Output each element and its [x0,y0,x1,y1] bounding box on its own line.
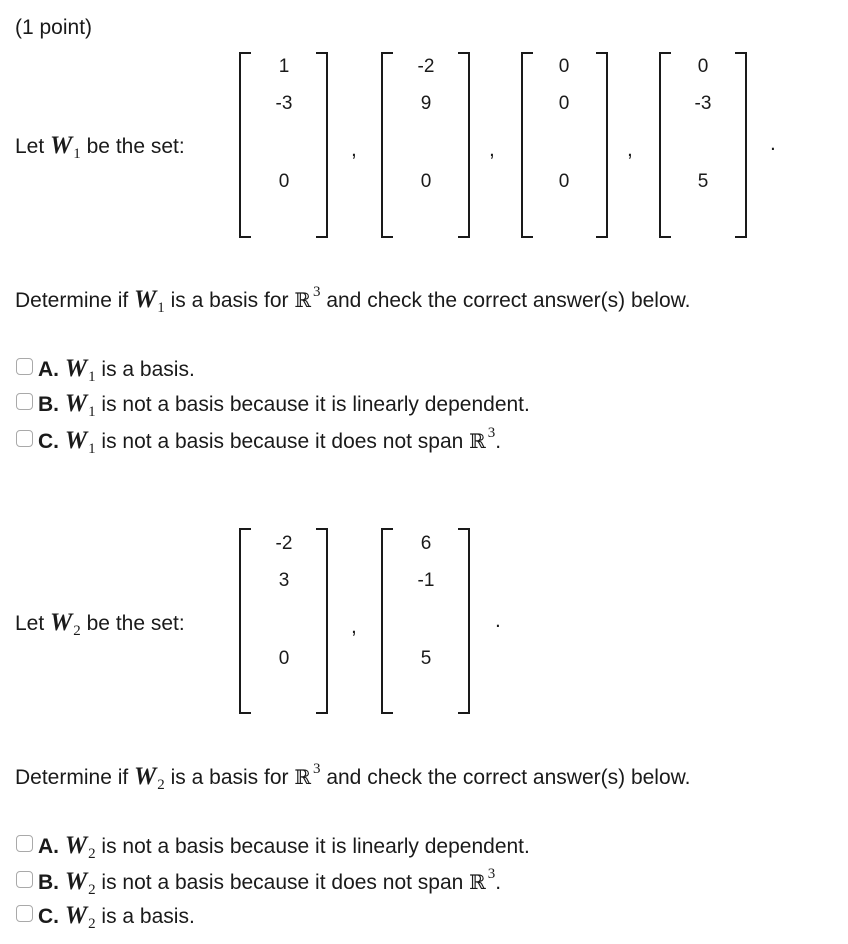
q2-prompt: Determine if $W_2$ is a basis for ℝ $^3$ and check the correct answer(s) below. [15,761,691,793]
q1-set-label-pre: Let [15,135,45,158]
q2-vec2-right-bracket [458,528,470,714]
q1-vec1-entry-2: -3 [275,93,293,114]
q2-period: . [495,609,501,632]
q1-vec2-left-bracket [381,52,393,238]
q1-vec2-entry-3: 0 [420,171,432,192]
q2-option-b-checkbox[interactable] [16,871,33,888]
q1-set-var: $W_1$ [50,132,81,162]
q1-set-label [15,132,185,160]
q1-period: . [770,132,776,155]
q1-vec4-entry-3: 5 [697,171,709,192]
q1-prompt: Determine if $W_1$ is a basis for ℝ $^3$ and check the correct answer(s) below. [15,284,691,316]
q2-vec1-entry-3: 0 [278,648,290,669]
q1-option-c[interactable]: C. $W_1$ is not a basis because it does not span ℝ $^3$. [38,425,502,457]
q2-vec1-left-bracket [239,528,251,714]
q2-set-var: $W_2$ [50,609,81,639]
q1-vec4-right-bracket [735,52,747,238]
q1-vec1-right-bracket [316,52,328,238]
q1-set-label-post: be the set: [86,135,185,158]
q1-option-c-checkbox[interactable] [16,430,33,447]
q1-vec2-right-bracket [458,52,470,238]
q2-option-a-checkbox[interactable] [16,835,33,852]
q1-vec1-entry-3: 0 [278,171,290,192]
q2-option-c-checkbox[interactable] [16,905,33,922]
q1-vec2-entry-1: -2 [417,56,435,77]
q1-option-b[interactable]: B. $W_1$ is not a basis because it is linearly dependent. [38,390,530,420]
q2-vec1-entry-1: -2 [275,533,293,554]
q1-option-a[interactable]: A. $W_1$ is a basis. [38,355,195,385]
q2-set-label-pre: Let [15,612,45,635]
points-label: (1 point) [15,16,93,39]
q1-vec3-left-bracket [521,52,533,238]
q2-vec1-entry-2: 3 [278,570,290,591]
q1-vec1-entry-1: 1 [278,56,290,77]
q1-option-a-checkbox[interactable] [16,358,33,375]
q1-vec4-left-bracket [659,52,671,238]
q1-vec3-entry-2: 0 [558,93,570,114]
q2-vec2-left-bracket [381,528,393,714]
q2-set-label-post: be the set: [86,612,185,635]
q2-set-label [15,609,185,637]
q2-vec2-entry-1: 6 [420,533,432,554]
q1-comma-3: , [627,138,633,161]
q1-vec3-entry-3: 0 [558,171,570,192]
q1-vec4-entry-2: -3 [694,93,712,114]
q1-option-b-checkbox[interactable] [16,393,33,410]
q1-vec3-entry-1: 0 [558,56,570,77]
q1-vec2-entry-2: 9 [420,93,432,114]
q2-option-b[interactable]: B. $W_2$ is not a basis because it does not span ℝ $^3$. [38,866,502,898]
q2-vec1-right-bracket [316,528,328,714]
q2-comma-1: , [351,615,357,638]
q1-vec4-entry-1: 0 [697,56,709,77]
q2-vec2-entry-3: 5 [420,648,432,669]
q2-vec2-entry-2: -1 [417,570,435,591]
q2-option-a[interactable]: A. $W_2$ is not a basis because it is linearly dependent. [38,832,530,862]
q1-vec3-right-bracket [596,52,608,238]
q2-option-c[interactable]: C. $W_2$ is a basis. [38,902,195,932]
q1-comma-2: , [489,138,495,161]
q1-vec1-left-bracket [239,52,251,238]
q1-comma-1: , [351,138,357,161]
